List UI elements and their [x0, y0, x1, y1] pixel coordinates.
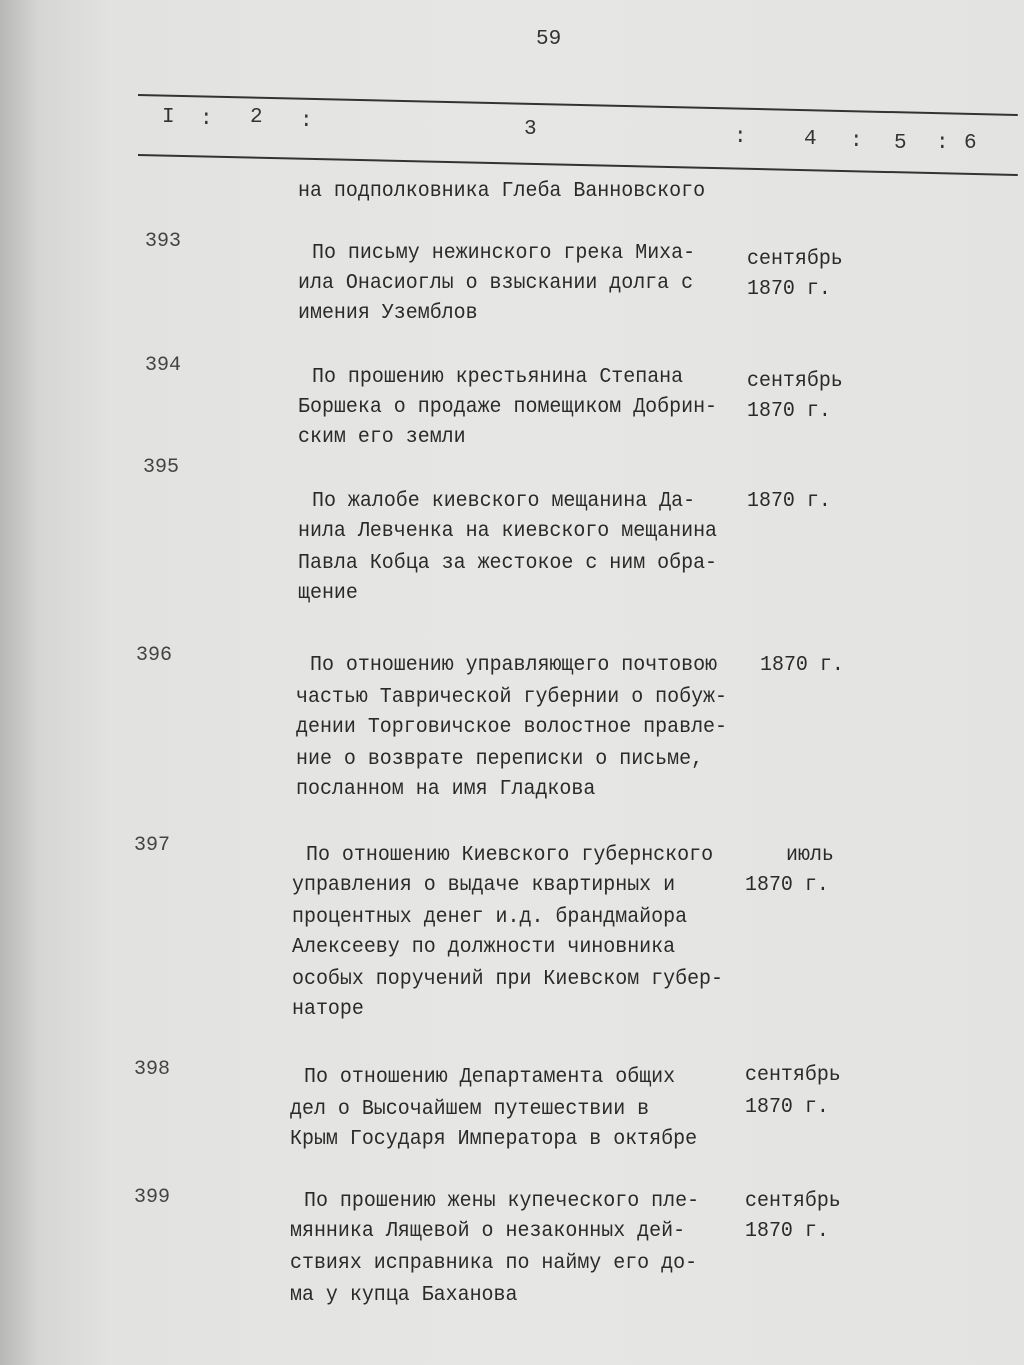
- col-3: 3: [524, 118, 537, 141]
- entry-text: По жалобе киевского мещанина Да-: [312, 490, 696, 513]
- entry-text: Крым Государя Императора в октябре: [290, 1128, 698, 1151]
- entry-text: процентных денег и.д. брандмайора: [292, 906, 688, 929]
- entry-number: 393: [145, 230, 182, 253]
- entry-text: дел о Высочайшем путешествии в: [290, 1098, 650, 1121]
- entry-date: 1870 г.: [745, 1096, 829, 1119]
- col-4: 4: [804, 128, 817, 151]
- entry-number: 399: [134, 1186, 171, 1209]
- entry-text: частью Таврической губернии о побуж-: [296, 686, 728, 709]
- entry-date: 1870 г.: [747, 400, 831, 423]
- entry-date: 1870 г.: [747, 278, 831, 301]
- col-sep: :: [734, 126, 747, 149]
- header-top-rule: [138, 94, 1018, 116]
- entry-date: сентябрь: [745, 1190, 841, 1213]
- entry-text: наторе: [292, 998, 364, 1021]
- entry-date: июль: [786, 844, 834, 867]
- entry-text: По прошению жены купеческого пле-: [304, 1190, 700, 1213]
- entry-text: Павла Кобца за жестокое с ним обра-: [298, 552, 718, 575]
- entry-date: сентябрь: [745, 1064, 841, 1087]
- col-2: 2: [250, 106, 263, 129]
- entry-text: особых поручений при Киевском губер-: [292, 968, 724, 991]
- header-bottom-rule: [138, 154, 1018, 176]
- entry-text: ила Онасиоглы о взыскании долга с: [298, 272, 694, 295]
- entry-number: 397: [134, 834, 171, 857]
- col-sep: :: [200, 108, 213, 131]
- entry-text: мянника Лящевой о незаконных дей-: [290, 1220, 686, 1243]
- entry-text: По письму нежинского грека Миха-: [312, 242, 696, 265]
- entry-number: 395: [143, 456, 180, 479]
- entry-text: Алексееву по должности чиновника: [292, 936, 676, 959]
- entry-date: 1870 г.: [760, 654, 844, 677]
- entry-text: Боршека о продаже помещиком Добрин-: [298, 396, 718, 419]
- entry-text: По отношению Киевского губернского: [306, 844, 714, 867]
- entry-text: управления о выдаче квартирных и: [292, 874, 676, 897]
- entry-number: 394: [145, 354, 182, 377]
- entry-text: ским его земли: [298, 426, 466, 449]
- entry-date: 1870 г.: [747, 490, 831, 513]
- entry-date: сентябрь: [747, 248, 843, 271]
- entry-text: ма у купца Баханова: [290, 1284, 518, 1307]
- entry-text: имения Уземблов: [298, 302, 478, 325]
- entry-date: 1870 г.: [745, 874, 829, 897]
- entry-text: посланном на имя Гладкова: [296, 778, 596, 801]
- page-number: 59: [536, 28, 562, 51]
- entry-date: 1870 г.: [745, 1220, 829, 1243]
- entry-number: 396: [136, 644, 173, 667]
- entry-text: щение: [298, 582, 358, 605]
- entry-number: 398: [134, 1058, 171, 1081]
- col-5: 5: [894, 132, 907, 155]
- entry-text: нила Левченка на киевского мещанина: [298, 520, 718, 543]
- col-sep: :: [936, 132, 949, 155]
- entry-text: дении Торговичское волостное правле-: [296, 716, 728, 739]
- entry-text: По отношению Департамента общих: [304, 1066, 676, 1089]
- entry-date: сентябрь: [747, 370, 843, 393]
- entry-text: ствиях исправника по найму его до-: [290, 1252, 698, 1275]
- entry-text: По отношению управляющего почтовою: [310, 654, 718, 677]
- col-sep: :: [850, 130, 863, 153]
- continuation-line: на подполковника Глеба Ванновского: [298, 180, 706, 203]
- col-1: I: [162, 106, 175, 129]
- col-6: 6: [964, 132, 977, 155]
- col-sep: :: [300, 110, 313, 133]
- entry-text: По прошению крестьянина Степана: [312, 366, 684, 389]
- entry-text: ние о возврате переписки о письме,: [296, 748, 704, 771]
